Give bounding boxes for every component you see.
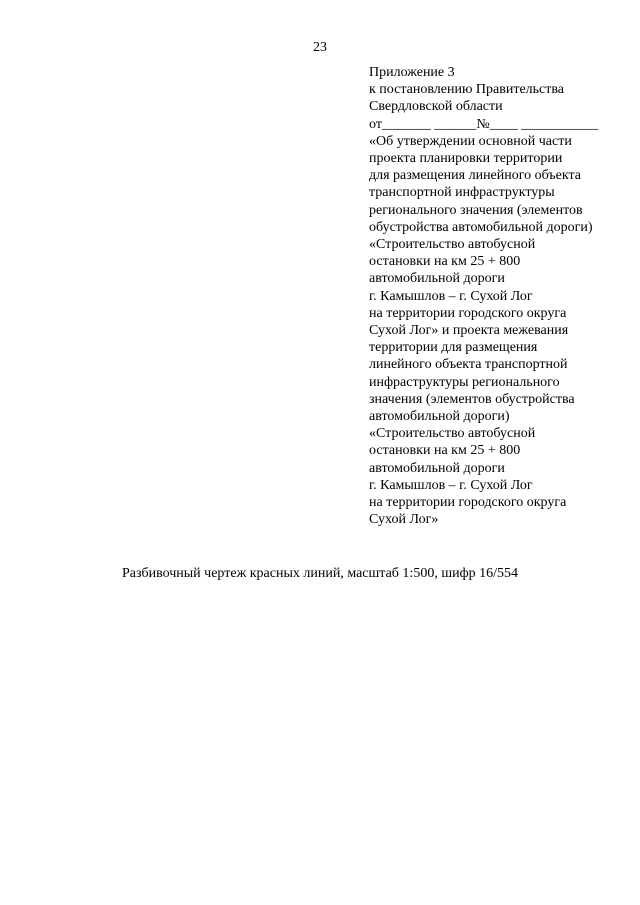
appendix-line: г. Камышлов – г. Сухой Лог bbox=[369, 288, 533, 304]
appendix-line: к постановлению Правительства bbox=[369, 82, 565, 98]
appendix-line: для размещения линейного объекта bbox=[369, 168, 581, 184]
appendix-line: остановки на км 25 + 800 bbox=[369, 443, 521, 459]
appendix-line: «Строительство автобусной bbox=[369, 237, 536, 253]
appendix-line: остановки на км 25 + 800 bbox=[369, 254, 521, 270]
appendix-line: линейного объекта транспортной bbox=[369, 357, 568, 373]
appendix-line: на территории городского округа bbox=[369, 495, 567, 511]
appendix-line: от_______ ______№____ ___________ bbox=[369, 116, 599, 132]
appendix-line: значения (элементов обустройства bbox=[369, 391, 575, 407]
appendix-line: г. Камышлов – г. Сухой Лог bbox=[369, 477, 533, 493]
appendix-line: регионального значения (элементов bbox=[369, 202, 583, 218]
drawing-caption: Разбивочный чертеж красных линий, масштаб 1:500, шифр 16/554 bbox=[121, 566, 519, 581]
appendix-line: территории для размещения bbox=[369, 340, 538, 356]
appendix-line: обустройства автомобильной дороги) bbox=[369, 219, 593, 235]
appendix-line: Сухой Лог» bbox=[369, 512, 439, 528]
appendix-line: Сухой Лог» и проекта межевания bbox=[369, 323, 569, 339]
appendix-line: Свердловской области bbox=[369, 99, 503, 115]
page-number: 23 bbox=[313, 40, 327, 55]
appendix-line: на территории городского округа bbox=[369, 305, 567, 321]
appendix-line: «Об утверждении основной части bbox=[369, 133, 572, 149]
appendix-line: Приложение 3 bbox=[369, 65, 455, 80]
appendix-heading-block bbox=[369, 64, 631, 528]
appendix-line: проекта планировки территории bbox=[369, 151, 563, 167]
appendix-line: автомобильной дороги bbox=[369, 271, 505, 287]
appendix-line: автомобильной дороги bbox=[369, 460, 505, 476]
appendix-line: «Строительство автобусной bbox=[369, 426, 536, 442]
appendix-line: инфраструктуры регионального bbox=[369, 374, 560, 390]
appendix-line: транспортной инфраструктуры bbox=[369, 185, 555, 201]
appendix-line: автомобильной дороги) bbox=[369, 409, 510, 425]
